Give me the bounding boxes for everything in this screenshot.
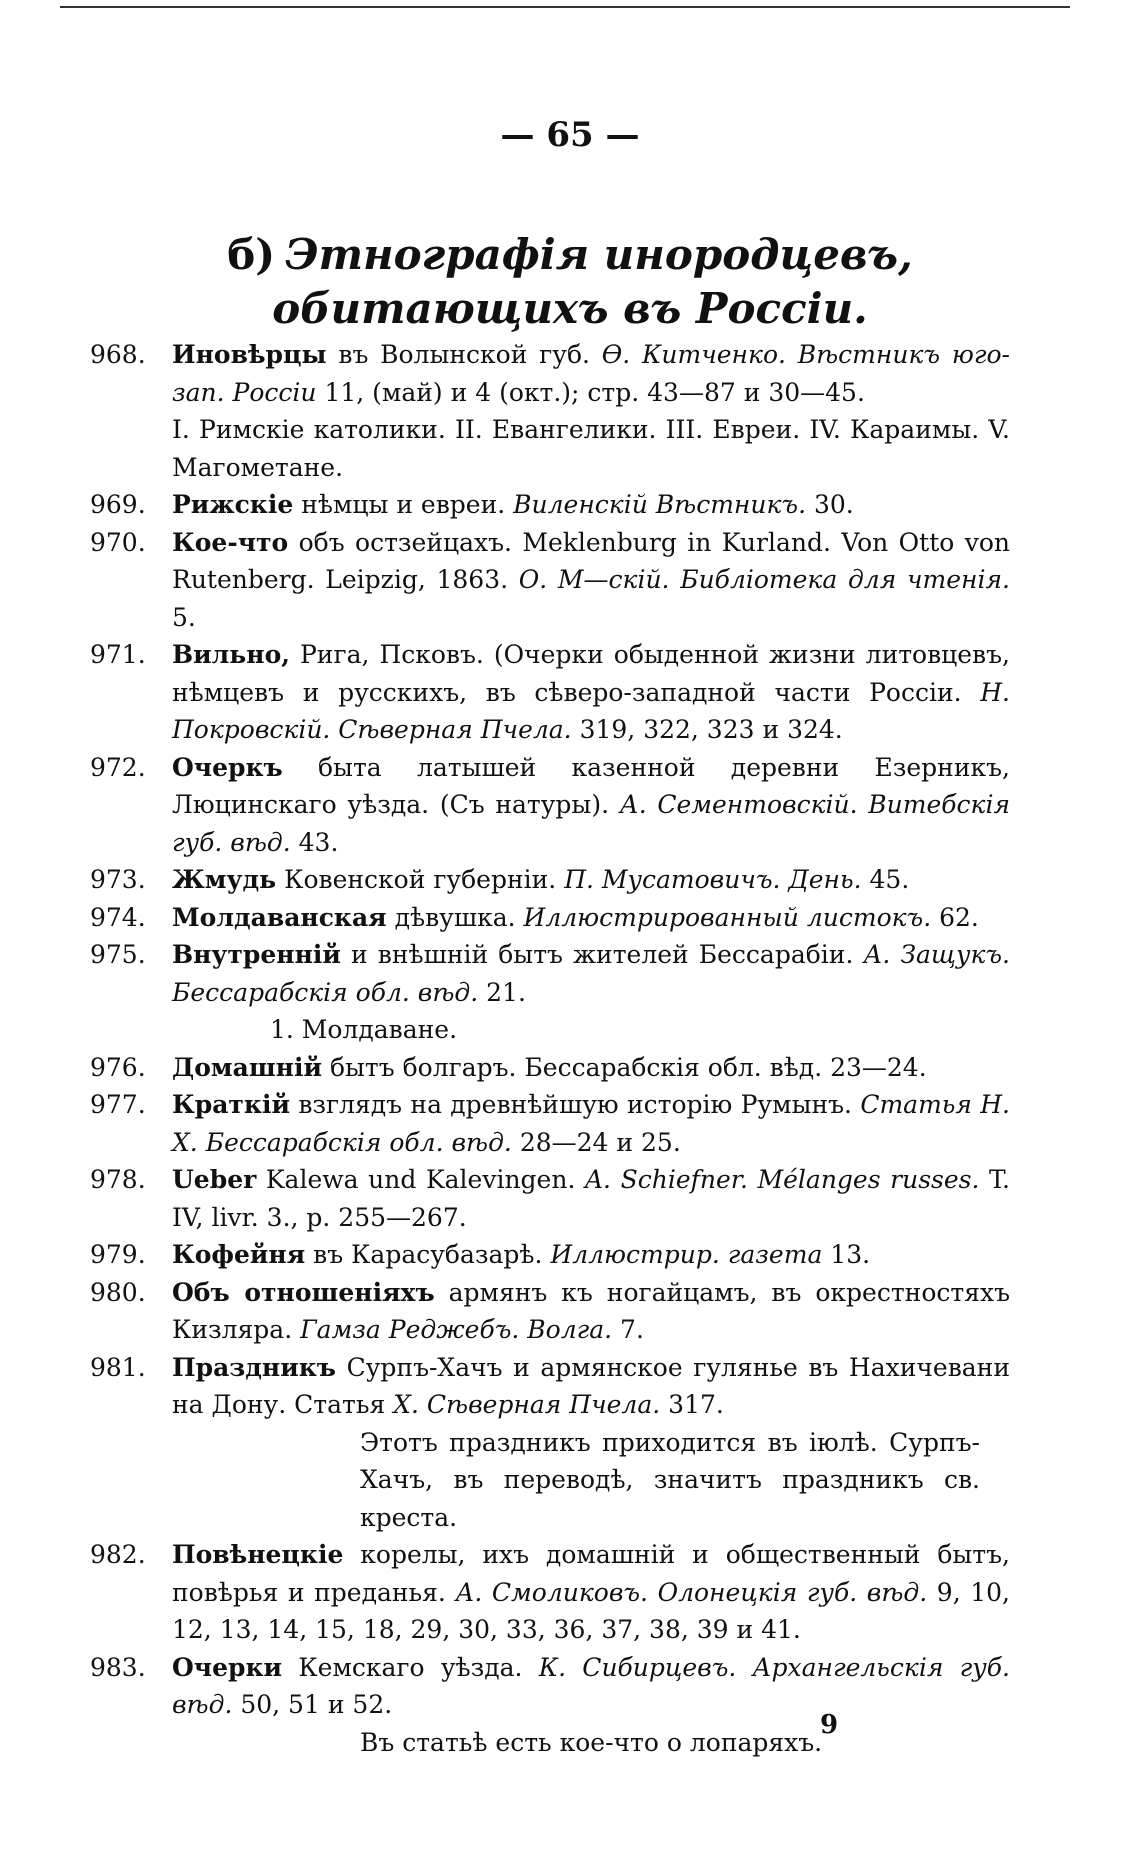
entry-text: армянъ къ ногайцамъ, въ окрестностяхъ Кизляра. [172, 1277, 1010, 1344]
entry-source: Иллюстрированный листокъ. [523, 902, 932, 932]
entry-title: Жмудь [172, 865, 277, 894]
entry-text: корелы, ихъ домашній и общественный бытъ, повѣрья и преданья. [172, 1540, 1010, 1607]
entry-number: 973. [90, 865, 146, 894]
entry-issue: 30. [806, 490, 854, 519]
entry-issue: 45. [861, 865, 910, 894]
bibliography-entry [90, 636, 1010, 749]
entry-text: дѣвушка. [386, 902, 524, 932]
bibliography-entry [90, 1536, 1010, 1649]
entry-note: Этотъ праздникъ приходится въ іюлѣ. Сурпъ-Хачъ, въ переводѣ, значитъ праздникъ св. креста. [360, 1427, 980, 1532]
entry-body [172, 636, 1010, 749]
entry-number: 979. [90, 1240, 146, 1269]
bibliography-entry [90, 524, 1010, 637]
entry-body [172, 1236, 1010, 1274]
entry-title: Объ отношеніяхъ [172, 1277, 435, 1307]
entry-issue: 7. [612, 1315, 644, 1344]
entry-number: 981. [90, 1352, 146, 1382]
entry-source: Ө. Китченко. Вѣстникъ юго-зап. Россіи [172, 340, 1011, 407]
bibliography-entry [90, 1161, 1010, 1236]
entry-issue: 43. [290, 827, 339, 857]
entry-issue: 50, 51 и 52. [232, 1690, 393, 1719]
entry-source: Х. Сѣверная Пчела. [393, 1390, 661, 1419]
entry-issue: 28—24 и 25. [511, 1127, 681, 1157]
bibliography-entry [90, 1649, 1010, 1724]
entry-body [172, 1049, 1010, 1087]
entry-number: 976. [90, 1052, 146, 1082]
entry-title: Иновѣрцы [172, 340, 327, 369]
entry-text: объ остзейцахъ. Meklenburg in Kurland. Von Otto von Rutenberg. Leipzig, 1863. [172, 527, 1010, 594]
entry-source: К. Сибирцевъ. Архангельскія губ. вѣд. [172, 1652, 1010, 1719]
entry-body [172, 524, 1010, 637]
entry-note: Въ статьѣ есть кое-что о лопаряхъ. [360, 1727, 823, 1757]
bibliography-entry [90, 749, 1010, 862]
entry-number: 969. [90, 490, 146, 519]
entry-title: Ueber [172, 1165, 257, 1194]
entry-number: 968. [90, 340, 146, 369]
entry-title: Внутренній [172, 940, 341, 969]
entry-text: Сурпъ-Хачъ и армянское гулянье въ Нахичевани на Дону. Статья [172, 1352, 1010, 1419]
entry-source: О. М—скій. Библіотека для чтенія. [518, 565, 1010, 594]
entry-body [172, 899, 1010, 937]
entry-title: Краткій [172, 1090, 291, 1119]
entry-text: взглядъ на древнѣйшую исторію Румынъ. [290, 1090, 861, 1119]
entry-source: Виленскій Вѣстникъ. [513, 490, 807, 519]
bibliography-entry [90, 336, 1010, 486]
entry-subsection: I. Римскіе католики. II. Евангелики. III. Евреи. IV. Караимы. V. Магометане. [172, 415, 1010, 482]
bibliography-entry [90, 1274, 1010, 1349]
entry-title: Молдаванская [172, 902, 387, 932]
entry-text: Кемскаго уѣзда. [282, 1652, 539, 1682]
entry-title: Рижскіе [172, 490, 294, 519]
entry-source: А. Смоликовъ. Олонецкія губ. вѣд. [455, 1577, 928, 1607]
entry-body [172, 486, 1010, 524]
entry-number: 970. [90, 527, 146, 557]
entry-number: 977. [90, 1090, 146, 1119]
entry-number: 982. [90, 1540, 146, 1569]
entry-source: A. Schiefner. Mélanges russes. [585, 1165, 980, 1194]
entry-body [172, 861, 1010, 899]
entry-number: 974. [90, 902, 146, 932]
sheet-signature: 9 [820, 1710, 839, 1740]
bibliography-entry [90, 1349, 1010, 1424]
entry-title: Кофейня [172, 1240, 306, 1269]
entry-issue: 317. [660, 1390, 724, 1419]
entry-body [172, 1086, 1010, 1161]
entry-body [172, 936, 1010, 1011]
entry-body [172, 1274, 1010, 1349]
page-number: — 65 — [500, 115, 640, 155]
entry-text: и внѣшній бытъ жителей Бессарабіи. [340, 940, 864, 969]
entry-text: нѣмцы и евреи. [293, 490, 514, 519]
entry-title: Очерки [172, 1652, 283, 1682]
entry-source: Статья Н. Х. Бессарабскія обл. вѣд. [172, 1090, 1011, 1157]
entry-issue: 21. [478, 977, 526, 1007]
entry-body [172, 1161, 1010, 1236]
top-rule [60, 6, 1070, 8]
bibliography-entry [90, 861, 1010, 899]
entry-source: Гамза Реджебъ. Волга. [300, 1315, 613, 1344]
entry-issue: 9, 10, 12, 13, 14, 15, 18, 29, 30, 33, 36, 37, 38, 39 и 41. [172, 1577, 1010, 1644]
entries-list [90, 336, 1010, 1761]
entry-number: 975. [90, 940, 146, 969]
entry-source: А. Сементовскій. Витебскія губ. вѣд. [172, 790, 1010, 857]
entry-body [172, 1649, 1010, 1724]
entry-issue: 319, 322, 323 и 324. [571, 715, 843, 744]
entry-text: бытъ болгаръ. Бессарабскія обл. вѣд. 23—24. [322, 1052, 927, 1082]
entry-number: 978. [90, 1165, 146, 1194]
entry-number: 983. [90, 1652, 146, 1682]
entry-issue: 11, (май) и 4 (окт.); стр. 43—87 и 30—45. [316, 377, 865, 407]
entry-number: 971. [90, 640, 146, 669]
bibliography-entry [90, 486, 1010, 524]
bibliography-entry [90, 1049, 1010, 1087]
entry-title: Кое-что [172, 527, 289, 557]
entry-issue: 62. [931, 902, 979, 932]
bibliography-entry [90, 936, 1010, 1011]
entry-number: 980. [90, 1277, 146, 1307]
entry-text: въ Карасубазарѣ. [305, 1240, 551, 1269]
entry-title: Повѣнецкіе [172, 1540, 344, 1569]
entry-issue: T. IV, livr. 3., p. 255—267. [172, 1165, 1010, 1232]
entry-text: въ Волынской губ. [326, 340, 602, 369]
entry-source: П. Мусатовичъ. День. [564, 865, 862, 894]
entry-source: А. Защукъ. Бессарабскія обл. вѣд. [172, 940, 1010, 1007]
entry-subsection: 1. Молдаване. [270, 1015, 458, 1044]
entry-issue: 13. [822, 1240, 871, 1269]
entry-title: Домашній [172, 1052, 323, 1082]
entry-text: Kalewa und Kalevingen. [256, 1165, 585, 1194]
entry-text: быта латышей казенной деревни Езерникъ, Люцинскаго уѣзда. (Съ натуры). [172, 752, 1010, 819]
section-label: б) [227, 230, 276, 279]
entry-text: Рига, Псковъ. (Очерки обыденной жизни литовцевъ, нѣмцевъ и русскихъ, въ сѣверо-западной части Россіи. [172, 640, 1010, 707]
section-heading [120, 228, 1020, 336]
entry-title: Очеркъ [172, 752, 283, 782]
entry-source: Иллюстрир. газета [550, 1240, 823, 1269]
entry-body [172, 336, 1010, 486]
entry-body [172, 749, 1010, 862]
entry-title: Праздникъ [172, 1352, 336, 1382]
entry-text: Ковенской губерніи. [276, 865, 565, 894]
entry-number: 972. [90, 752, 146, 782]
entry-source: Н. Покровскій. Сѣверная Пчела. [172, 677, 1010, 744]
bibliography-entry [90, 1236, 1010, 1274]
section-title: Этнографія инородцевъ, обитающихъ въ Россіи. [272, 230, 913, 333]
entry-issue: 5. [172, 602, 196, 632]
entry-body [172, 1349, 1010, 1424]
entry-title: Вильно, [172, 640, 290, 669]
bibliography-entry [90, 1086, 1010, 1161]
entry-body [172, 1536, 1010, 1649]
bibliography-entry [90, 899, 1010, 937]
